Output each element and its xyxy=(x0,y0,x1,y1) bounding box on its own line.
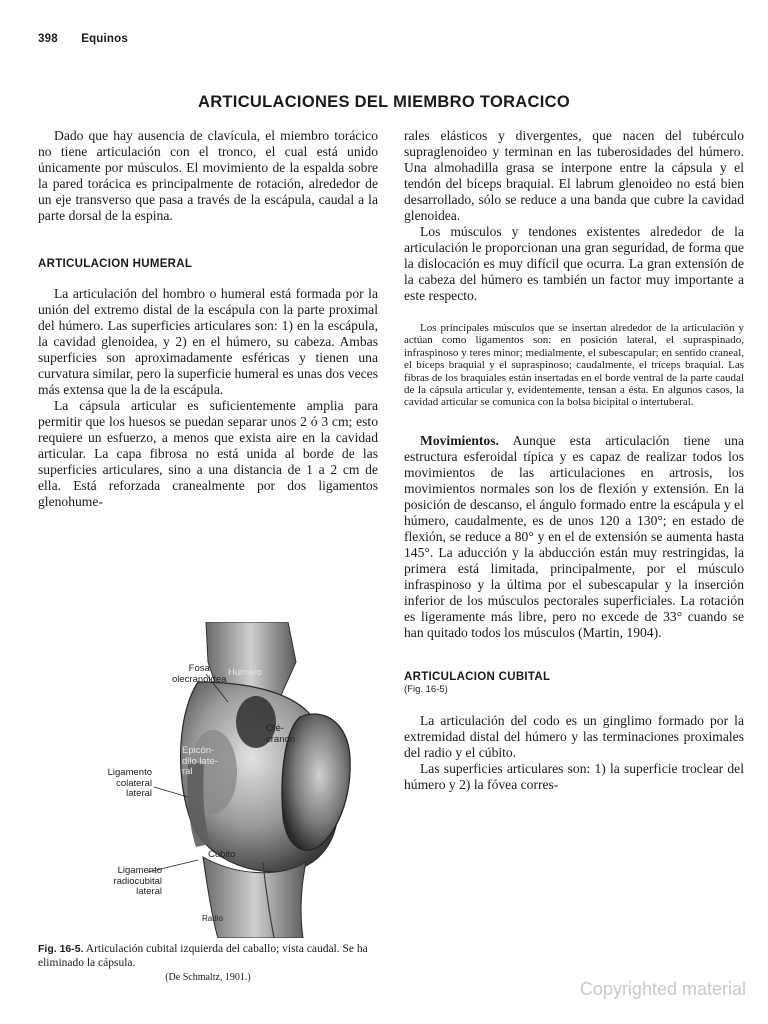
humeral-paragraph-2: La cápsula articular es suficientemente amplia para permitir que los huesos se puedan separar unos 2 ó 3 cm; esto requiere un esfuerzo, a menos que exista aire en la cavidad articular. La capa fibrosa no está unida al borde de las superficies articulares, sino a una distancia de 1 a 2 cm de ella. Está reforzada cranealmente por dos ligamentos glenohume- xyxy=(38,398,378,509)
label-radio: Radio xyxy=(202,914,223,923)
caption-source: (De Schmaltz, 1901.) xyxy=(165,972,251,983)
intro-paragraph: Dado que hay ausencia de clavícula, el miembro torácico no tiene articulación con el tronco, el cual está unido únicamente por músculos. El movimiento de la espalda sobre la pared torácica es principalmente de rotación, alrededor de un eje transverso que pasa a través de la escápula, caudal a la parte dorsal de la espina. xyxy=(38,128,378,223)
humeral-paragraph-1: La articulación del hombro o humeral está formada por la unión del extremo distal de la escápula con la parte proximal del húmero. Las superficies articulares son: 1) en la escápula, la cavidad glenoidea, y 2) en el húmero, su cabeza. Ambas superficies son aproximadamente esféricas y tienen una curvatura similar, pero la superficie humeral es unas dos veces más extensa que la de la escápula. xyxy=(38,286,378,397)
label-lig-rad-line3: lateral xyxy=(136,886,162,897)
label-ligamento-colateral xyxy=(78,768,152,800)
section-heading-cubital: ARTICULACION CUBITAL xyxy=(404,670,551,683)
label-epicondilo: Epicón-dilo late-ral xyxy=(182,745,218,777)
right-paragraph-1: rales elásticos y divergentes, que nacen del tubérculo supraglenoideo y terminan en las tuberosidades del húmero. Una almohadilla grasa se interpone entre la cápsula y el tendón del bíceps braquial. El labrum glenoideo no está bien desarrollado, sólo se reduce a una banda que cubre la cavidad glenoidea. xyxy=(404,128,744,223)
label-cubito: Cúbito xyxy=(208,849,236,860)
watermark: Copyrighted material xyxy=(579,979,746,999)
label-fosa-line2: olecranoidea xyxy=(172,673,227,685)
muscles-note: Los principales músculos que se insertan alrededor de la articulación y actúan como ligamentos son: en posición lateral, el supraspinado, infraspinoso y teres minor; medialmente, el subescapular; en sentido craneal, el bíceps braquial y el supraspinoso; caudalmente, el tríceps braquial. Las fibras de los braquiales están insertadas en el borde ventral de la parte caudal de la cápsula articular y, evidentemente, tensan a ésta. En algunos casos, la cavidad articular se comunica con la bolsa bicipital o intertuberal. xyxy=(404,322,744,409)
label-fosa-olecranoidea xyxy=(172,664,226,685)
label-olecranon xyxy=(266,724,295,745)
label-lig-rad-line2: radiocubital xyxy=(113,875,162,887)
movements-text: Aunque esta articulación tiene una estructura esferoidal típica y es capaz de realizar todos los movimientos de las articulaciones en artrosis, los movimientos normales son los de flexión y extensión. En la posición de descanso, el ángulo formado entre la escápula y el húmero, caudalmente, es de unos 120 a 130°; en estado de flexión, se reduce a 80° y en el de extensión se aumenta hasta 145°. La aducción y la abducción están muy restringidas, la primera está limitada, principalmente, por el músculo infraspinoso y la última por el subescapular y la inserción inferior de los músculos pectorales superficiales. La rotación es ligeramente más libre, pero no excede de 33° cuando se han quitado todos los músculos (Martin, 1904). xyxy=(404,432,744,640)
label-fosa-line1: Fosa xyxy=(188,663,210,674)
label-lig-rad-line1: Ligamento xyxy=(117,865,162,876)
label-lig-col-line1: Ligamento xyxy=(107,767,152,778)
caption-number: Fig. 16-5. xyxy=(38,943,84,955)
figure-reference: (Fig. 16-5) xyxy=(404,683,448,695)
right-column xyxy=(404,128,744,793)
section-name: Equinos xyxy=(81,33,128,45)
label-humero: Húmero xyxy=(228,667,262,678)
movements-label: Movimientos. xyxy=(420,432,499,448)
figure-caption xyxy=(38,942,378,985)
figure-elbow-joint xyxy=(38,622,378,938)
cubital-paragraph-1: La articulación del codo es un ginglimo formado por la extremidad distal del húmero y las terminaciones proximales del radio y el cúbito. xyxy=(404,712,744,760)
label-lig-col-line2: colateral xyxy=(116,777,152,789)
left-column xyxy=(38,128,378,510)
movements-paragraph xyxy=(404,433,744,641)
label-olecranon-line1: Olé- xyxy=(266,723,284,734)
page-number: 398 xyxy=(38,33,58,45)
label-ligamento-radiocubital xyxy=(76,866,162,898)
label-olecranon-line2: cranon xyxy=(266,733,296,745)
running-head xyxy=(38,33,128,45)
chapter-title: ARTICULACIONES DEL MIEMBRO TORACICO xyxy=(198,93,570,111)
section-heading-humeral: ARTICULACION HUMERAL xyxy=(38,258,193,270)
label-lig-col-line3: lateral xyxy=(126,788,152,799)
right-paragraph-2: Los músculos y tendones existentes alrededor de la articulación le proporcionan una gran seguridad, de forma que la dislocación es muy difícil que ocurra. La gran extensión de la cabeza del húmero es también un factor muy importante a este respecto. xyxy=(404,224,744,303)
cubital-paragraph-2: Las superficies articulares son: 1) la superficie troclear del húmero y 2) la fóvea corres- xyxy=(404,760,744,792)
caption-text: Articulación cubital izquierda del caballo; vista caudal. Se ha eliminado la cápsula. xyxy=(38,943,368,969)
